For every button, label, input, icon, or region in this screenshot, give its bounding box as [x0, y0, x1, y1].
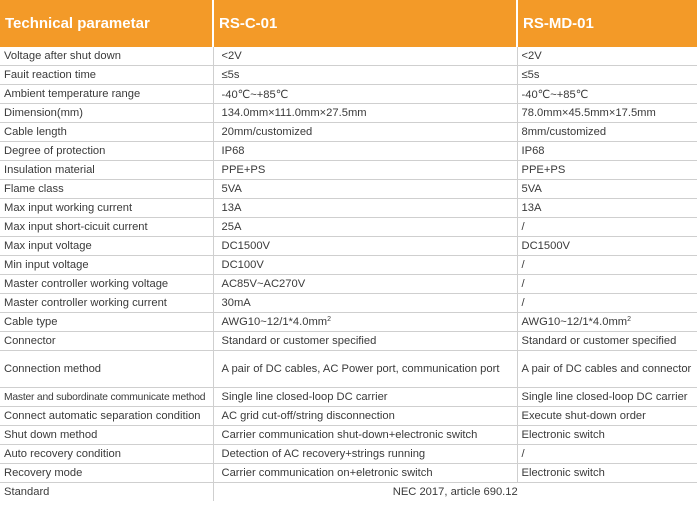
model-a-cell: ≤5s — [213, 66, 517, 85]
header-model-a: RS-C-01 — [213, 0, 517, 47]
header-model-b: RS-MD-01 — [517, 0, 697, 47]
model-b-cell: Standard or customer specified — [517, 332, 697, 351]
model-b-cell: IP68 — [517, 142, 697, 161]
param-cell: Flame class — [0, 180, 213, 199]
table-row-connection-method — [0, 351, 697, 388]
model-a-cell: Carrier communication shut-down+electronic switch — [213, 426, 517, 445]
model-a-cell: 25A — [213, 218, 517, 237]
standard-value-cell: NEC 2017, article 690.12 — [392, 486, 518, 498]
param-cell: Connector — [0, 332, 213, 351]
model-b-cell: <2V — [517, 47, 697, 66]
model-b-cell: PPE+PS — [517, 161, 697, 180]
param-cell: Min input voltage — [0, 256, 213, 275]
model-b-cell: Electronic switch — [517, 426, 697, 445]
header-param: Technical parametar — [0, 0, 213, 47]
model-b-cell: Single line closed-loop DC carrier — [517, 388, 697, 407]
param-cell: Auto recovery condition — [0, 445, 213, 464]
model-a-cell: Single line closed-loop DC carrier — [213, 388, 517, 407]
param-cell: Shut down method — [0, 426, 213, 445]
model-a-cell: 5VA — [213, 180, 517, 199]
param-cell: Master controller working voltage — [0, 275, 213, 294]
model-b-cell: / — [517, 445, 697, 464]
model-a-cell: 30mA — [213, 294, 517, 313]
cable-b-sup: 2 — [627, 316, 632, 323]
table-row — [0, 332, 697, 351]
table-row — [0, 237, 697, 256]
model-b-cell: 8mm/customized — [517, 123, 697, 142]
table-row-cable-type — [0, 313, 697, 332]
param-cell: Dimension(mm) — [0, 104, 213, 123]
table-row — [0, 407, 697, 426]
model-b-cell: 5VA — [517, 180, 697, 199]
param-cell: Voltage after shut down — [0, 47, 213, 66]
model-a-cell: PPE+PS — [213, 161, 517, 180]
table-row — [0, 66, 697, 85]
model-b-cell: Execute shut-down order — [517, 407, 697, 426]
model-b-cell — [517, 313, 697, 332]
table-row — [0, 388, 697, 407]
cable-a-sup: 2 — [327, 316, 332, 323]
table-row — [0, 104, 697, 123]
model-b-cell: A pair of DC cables and connector — [517, 351, 697, 388]
table-row — [0, 294, 697, 313]
table-row — [0, 180, 697, 199]
param-cell: Master and subordinate communicate method — [0, 388, 213, 407]
model-a-cell: A pair of DC cables, AC Power port, communication port — [213, 351, 517, 388]
table-row — [0, 445, 697, 464]
table-row — [0, 218, 697, 237]
table-row — [0, 256, 697, 275]
model-b-cell: DC1500V — [517, 237, 697, 256]
model-b-cell: 13A — [517, 199, 697, 218]
cable-b-text: AWG10~12/1*4.0mm — [521, 316, 628, 328]
model-b-cell: -40℃~+85℃ — [517, 85, 697, 104]
model-a-cell: 13A — [213, 199, 517, 218]
model-b-cell: / — [517, 256, 697, 275]
param-cell: Insulation material — [0, 161, 213, 180]
model-a-cell: Standard or customer specified — [213, 332, 517, 351]
param-cell: Recovery mode — [0, 464, 213, 483]
param-cell: Ambient temperature range — [0, 85, 213, 104]
model-a-cell: DC100V — [213, 256, 517, 275]
model-a-cell: IP68 — [213, 142, 517, 161]
param-cell: Max input working current — [0, 199, 213, 218]
table-header-row — [0, 0, 697, 47]
param-cell: Connection method — [0, 351, 213, 388]
table-row — [0, 142, 697, 161]
model-b-cell: / — [517, 218, 697, 237]
table-row — [0, 464, 697, 483]
model-b-cell: Electronic switch — [517, 464, 697, 483]
model-a-cell: Carrier communication on+eletronic switch — [213, 464, 517, 483]
model-a-cell: 20mm/customized — [213, 123, 517, 142]
table-row — [0, 123, 697, 142]
table-row — [0, 199, 697, 218]
model-a-cell: AC grid cut-off/string disconnection — [213, 407, 517, 426]
model-a-cell: -40℃~+85℃ — [213, 85, 517, 104]
model-b-cell: 78.0mm×45.5mm×17.5mm — [517, 104, 697, 123]
model-a-cell: AC85V~AC270V — [213, 275, 517, 294]
table-row — [0, 85, 697, 104]
cable-a-text: AWG10~12/1*4.0mm — [221, 316, 328, 328]
param-cell: Degree of protection — [0, 142, 213, 161]
param-cell: Standard — [0, 483, 213, 502]
model-b-cell: ≤5s — [517, 66, 697, 85]
param-cell: Fauit reaction time — [0, 66, 213, 85]
table-row — [0, 47, 697, 66]
model-b-cell: / — [517, 275, 697, 294]
table-row — [0, 275, 697, 294]
model-a-cell: <2V — [213, 47, 517, 66]
table-row-standard — [0, 483, 697, 502]
param-cell: Master controller working current — [0, 294, 213, 313]
table-row — [0, 161, 697, 180]
model-a-cell: Detection of AC recovery+strings running — [213, 445, 517, 464]
param-cell: Max input voltage — [0, 237, 213, 256]
model-a-cell — [213, 313, 517, 332]
model-b-cell: / — [517, 294, 697, 313]
table-row — [0, 426, 697, 445]
model-a-cell: 134.0mm×111.0mm×27.5mm — [213, 104, 517, 123]
param-cell: Max input short-cicuit current — [0, 218, 213, 237]
param-cell: Connect automatic separation condition — [0, 407, 213, 426]
param-cell: Cable length — [0, 123, 213, 142]
param-cell: Cable type — [0, 313, 213, 332]
model-a-cell: DC1500V — [213, 237, 517, 256]
